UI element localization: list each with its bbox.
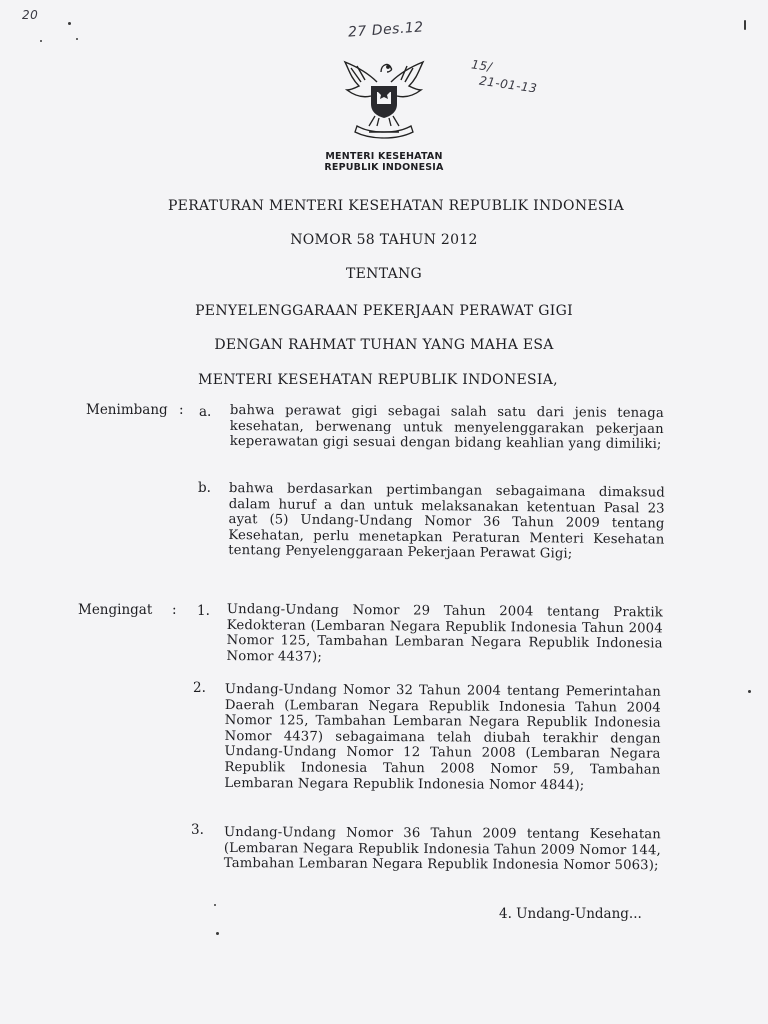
page-continuation: 4. Undang-Undang... bbox=[499, 906, 642, 922]
regulation-authority: MENTERI KESEHATAN REPUBLIK INDONESIA, bbox=[198, 372, 558, 388]
mengingat-item-2: Undang-Undang Nomor 32 Tahun 2004 tentang Pemerintahan Daerah (Lembaran Negara Republik Indonesia Tahun 2004 Nomor 125, Tambahan Lembaran Negara Republik Indonesia Nomor 4437) sebagaimana telah diubah terakhir dengan Undang-Undang Nomor 12 Tahun 2008 (Lembaran Negara Republik Indonesia Tahun 2008 Nomor 59, Tambahan Lembaran Negara Republik Indonesia Nomor 4844); bbox=[224, 682, 661, 793]
handwritten-registration-date: 21-01-13 bbox=[478, 73, 539, 96]
handwritten-page-number: 20 bbox=[22, 8, 39, 22]
handwritten-registration bbox=[468, 57, 540, 96]
regulation-invocation: DENGAN RAHMAT TUHAN YANG MAHA ESA bbox=[214, 337, 554, 353]
mengingat-colon: : bbox=[172, 602, 177, 618]
scan-speck bbox=[68, 22, 71, 25]
mengingat-marker-3: 3. bbox=[191, 822, 204, 838]
handwritten-date: 27 Des.12 bbox=[347, 19, 425, 41]
menimbang-marker-b: b. bbox=[198, 480, 211, 496]
scan-speck bbox=[40, 40, 42, 42]
garuda-emblem-icon bbox=[337, 52, 431, 142]
ministry-letterhead bbox=[300, 151, 468, 173]
menimbang-colon: : bbox=[179, 402, 184, 418]
scan-speck bbox=[744, 20, 746, 30]
menimbang-item-a: bahwa perawat gigi sebagai salah satu dari jenis tenaga kesehatan, berwenang untuk menyelenggarakan pekerjaan keperawatan gigi sesuai dengan bidang keahlian yang dimiliki; bbox=[229, 403, 664, 453]
scan-speck bbox=[214, 904, 216, 906]
scan-speck bbox=[748, 690, 751, 693]
mengingat-item-1: Undang-Undang Nomor 29 Tahun 2004 tentang Praktik Kedokteran (Lembaran Negara Republik Indonesia Tahun 2004 Nomor 125, Tambahan Lembaran Negara Republik Indonesia Nomor 4437); bbox=[226, 602, 663, 665]
menimbang-item-b: bahwa berdasarkan pertimbangan sebagaimana dimaksud dalam huruf a dan untuk melaksanakan ketentuan Pasal 23 ayat (5) Undang-Undang Nomor 36 Tahun 2009 tentang Kesehatan, perlu menetapkan Peraturan Menteri Kesehatan tentang Penyelenggaraan Pekerjaan Perawat Gigi; bbox=[228, 481, 665, 562]
mengingat-marker-2: 2. bbox=[193, 680, 206, 696]
ministry-line-1: MENTERI KESEHATAN bbox=[325, 151, 443, 162]
regulation-title: PERATURAN MENTERI KESEHATAN REPUBLIK INDONESIA bbox=[167, 198, 625, 214]
regulation-about: TENTANG bbox=[345, 266, 423, 282]
mengingat-item-3: Undang-Undang Nomor 36 Tahun 2009 tentang Kesehatan (Lembaran Negara Republik Indonesia Tahun 2009 Nomor 144, Tambahan Lembaran Negara Republik Indonesia Nomor 5063); bbox=[223, 825, 661, 874]
ministry-line-2: REPUBLIK INDONESIA bbox=[324, 162, 444, 173]
menimbang-label: Menimbang bbox=[86, 402, 168, 418]
menimbang-marker-a: a. bbox=[199, 404, 212, 420]
regulation-number: NOMOR 58 TAHUN 2012 bbox=[290, 232, 478, 248]
handwritten-registration-number: 15/ bbox=[470, 57, 494, 75]
mengingat-label: Mengingat bbox=[78, 602, 153, 618]
scan-speck bbox=[76, 38, 78, 40]
scan-speck bbox=[216, 932, 219, 935]
regulation-subject: PENYELENGGARAAN PEKERJAAN PERAWAT GIGI bbox=[195, 303, 573, 319]
mengingat-marker-1: 1. bbox=[197, 603, 210, 619]
